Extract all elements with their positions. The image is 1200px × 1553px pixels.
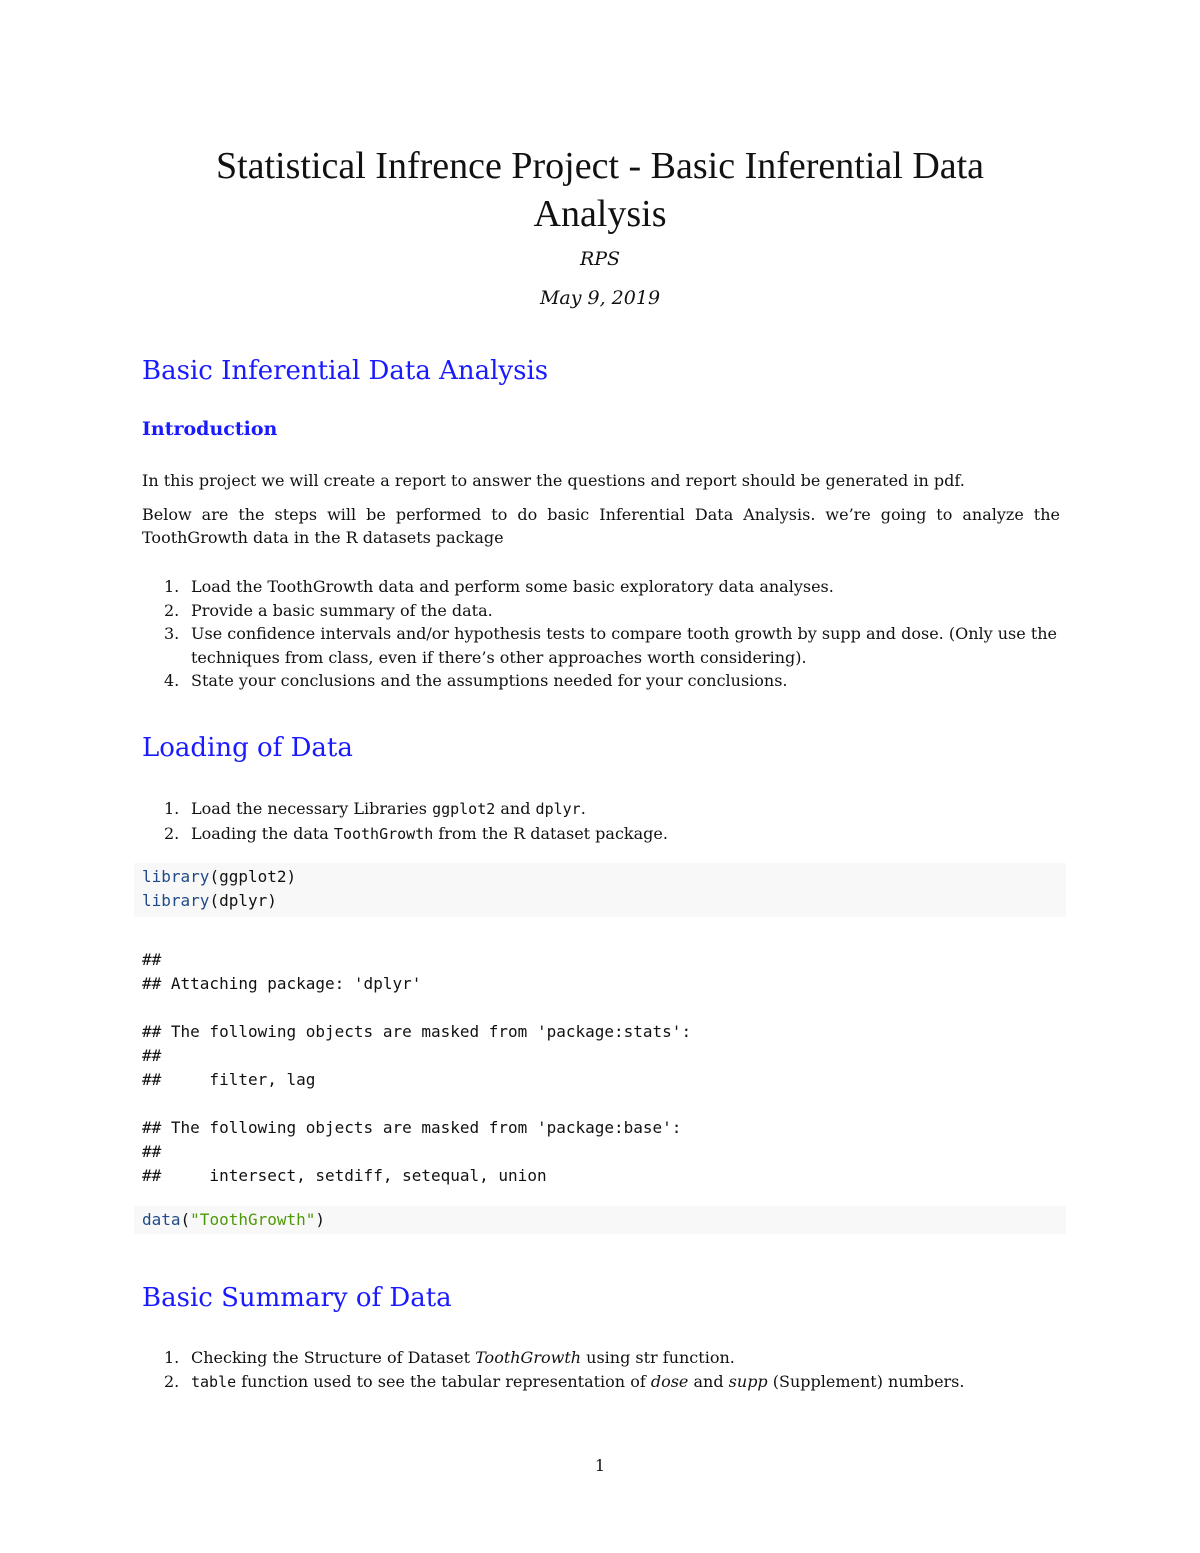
document-date: May 9, 2019: [539, 287, 661, 309]
code-block-libraries: [134, 863, 1066, 917]
subsection-heading-introduction: Introduction: [142, 418, 278, 440]
code-line: library(ggplot2): [142, 867, 297, 886]
section-heading-basic-summary: Basic Summary of Data: [142, 1283, 452, 1313]
section-heading-loading-of-data: Loading of Data: [142, 733, 353, 763]
list-item: 1. Load the necessary Libraries ggplot2 and dplyr.: [164, 799, 586, 818]
summary-steps-list: [142, 1346, 1060, 1394]
document-title: Statistical Infrence Project - Basic Inferential Data Analysis: [215, 145, 985, 235]
section-heading-basic-inferential: Basic Inferential Data Analysis: [142, 356, 549, 386]
intro-paragraph-1: In this project we will create a report to answer the questions and report should be generated in pdf.: [142, 471, 965, 490]
list-item: 4. State your conclusions and the assumptions needed for your conclusions.: [164, 671, 788, 690]
page-number: 1: [594, 1456, 606, 1475]
list-item: 2. Provide a basic summary of the data.: [164, 600, 493, 620]
list-item: 1. Checking the Structure of Dataset ToothGrowth using str function.: [164, 1348, 735, 1367]
intro-steps-list: [142, 575, 1060, 693]
list-item: 2. Loading the data ToothGrowth from the R dataset package.: [164, 823, 668, 843]
code-line: library(dplyr): [142, 891, 277, 910]
loading-steps-list: [142, 797, 1060, 846]
intro-paragraph-2: Below are the steps will be performed to do basic Inferential Data Analysis. we’re going to analyze the ToothGrowth data in the R datasets package: [142, 505, 1060, 547]
list-item: 1. Load the ToothGrowth data and perform some basic exploratory data analyses.: [164, 577, 834, 596]
code-output: ## ## Attaching package: 'dplyr' ## The following objects are masked from 'package:stats': ## ## filter, lag ## The following objects are masked from 'package:base': ## ## intersect, setdiff, setequal, union: [142, 950, 692, 1185]
list-item: 3. Use confidence intervals and/or hypothesis tests to compare tooth growth by supp and dose. (Only use the techniques from class, even if there’s other approaches worth considering).: [164, 624, 1058, 667]
list-item: 2. table function used to see the tabular representation of dose and supp (Supplement) numbers.: [164, 1371, 965, 1391]
document-author: RPS: [579, 248, 621, 270]
code-block-data: data("ToothGrowth"): [134, 1206, 1066, 1234]
